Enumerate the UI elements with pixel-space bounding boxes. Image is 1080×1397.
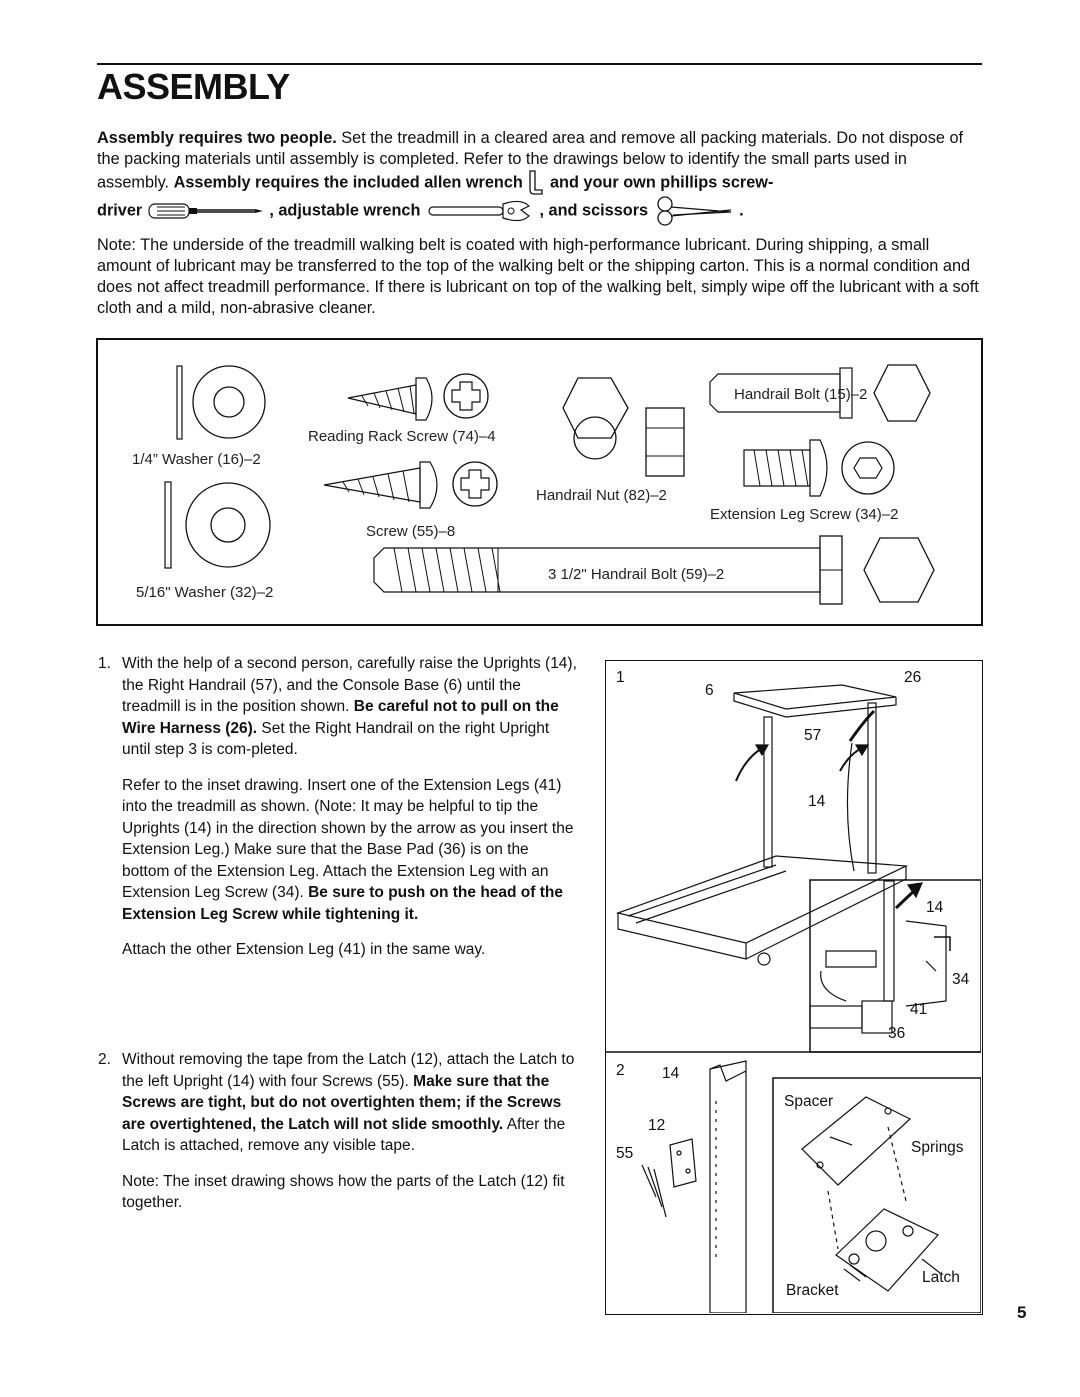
step-1-text-a: With the help of a second person, carefully raise the Uprights (14), the Right Handrail (57), and the Console Base (6) until the treadmill is in the position shown. [122, 655, 577, 715]
label-handrail-nut: Handrail Nut (82)–2 [536, 487, 667, 504]
figure-1-label-6: 6 [705, 682, 714, 699]
scissors-icon [653, 196, 735, 226]
intro-bold-adj-wrench: , adjustable wrench [269, 201, 421, 220]
step-1-para2: Refer to the inset drawing. Insert one of the Extension Legs (41) into the treadmill as shown. (Note: It may be helpful to tip the Uprights (14) in the direction shown by the arrow as you insert the Extension Leg.) Make sure that the Base Pad (36) is on the bottom of the Extension Leg. Attach the Extension Leg with an Extension Leg Screw (34). [122, 776, 574, 901]
step-1 [98, 653, 577, 961]
label-extension-leg-screw: Extension Leg Screw (34)–2 [710, 506, 899, 523]
intro-end: . [739, 201, 744, 220]
figure-box [605, 660, 983, 1315]
figure-1-label-36: 36 [888, 1025, 906, 1042]
page-number: 5 [1017, 1303, 1027, 1322]
phillips-screwdriver-icon [147, 202, 265, 220]
intro-bold-phillips: and your own phillips screw- [549, 173, 774, 192]
label-reading-rack-screw: Reading Rack Screw (74)–4 [308, 428, 496, 445]
adjustable-wrench-icon [425, 198, 535, 224]
figure-1-label-41: 41 [910, 1001, 928, 1018]
step-1-para3: Attach the other Extension Leg (41) in the same way. [122, 941, 486, 958]
figure-2-label-14: 14 [662, 1065, 680, 1082]
label-screw-55: Screw (55)–8 [366, 523, 456, 540]
label-handrail-bolt-15: Handrail Bolt (15)–2 [734, 386, 868, 403]
label-handrail-bolt-59: 3 1/2" Handrail Bolt (59)–2 [548, 566, 725, 583]
intro-bold-two-people: Assembly requires two people. [97, 129, 337, 147]
step-2-bold: Make sure that the Screws are tight, but do not overtighten them; if the Screws are overtightened, the Latch will not slide smoothly. [122, 1072, 562, 1133]
figure-drawing [606, 661, 981, 1313]
figure-1-label-14b: 14 [926, 899, 944, 916]
label-washer-516: 5/16" Washer (32)–2 [136, 584, 274, 601]
screw-55-icon [324, 462, 497, 508]
figure-1-step: 1 [616, 669, 625, 686]
step-2-text-b: After the Latch is attached, remove any visible tape. [122, 1115, 566, 1154]
step-1-bold: Be careful not to pull on the Wire Harness (26). [122, 698, 559, 737]
treadmill-drawing [618, 685, 950, 1033]
parts-box [96, 338, 983, 626]
intro-bold-driver: driver [97, 201, 143, 220]
step-1-text-b: Set the Right Handrail on the right Upright until step 3 is com-pleted. [122, 719, 550, 758]
parts-drawing [98, 340, 981, 624]
step-2-para2: Note: The inset drawing shows how the parts of the Latch (12) fit together. [122, 1172, 565, 1211]
figure-1-label-57: 57 [804, 727, 822, 744]
step-1-para2-bold: Be sure to push on the head of the Extension Leg Screw while tightening it. [122, 884, 563, 923]
label-washer-quarter: 1/4” Washer (16)–2 [132, 451, 261, 468]
figure-2-label-bracket: Bracket [786, 1282, 839, 1299]
figure-2-step: 2 [616, 1062, 625, 1079]
lubricant-note: Note: The underside of the treadmill walking belt is coated with high-performance lubricant. During shipping, a small amount of lubricant may be transferred to the top of the walking belt or the shipping carton. This is a normal condition and does not affect treadmill performance. If there is lubricant on top of the walking belt, simply wipe off the lubricant with a soft cloth and a mild, non-abrasive cleaner. [97, 236, 979, 317]
step-2-number: 2. [98, 1051, 111, 1068]
step-1-number: 1. [98, 655, 111, 672]
step-2 [98, 1049, 577, 1214]
figure-1-label-14a: 14 [808, 793, 826, 810]
intro-bold-scissors: , and scissors [539, 201, 649, 220]
intro-text: Set the treadmill in a cleared area and remove all packing materials. Do not dispose of the packing materials until assembly is completed. Refer to the drawings below to identify the small parts used in assembly. [97, 129, 964, 192]
intro-paragraph [97, 128, 982, 226]
figure-2-label-springs: Springs [911, 1139, 964, 1156]
title-rule [97, 63, 982, 65]
handrail-nut-icon [563, 378, 684, 476]
allen-wrench-icon [527, 170, 545, 196]
figure-2-label-latch: Latch [922, 1269, 960, 1286]
figure-1-label-34: 34 [952, 971, 970, 988]
figure-2-label-spacer: Spacer [784, 1093, 834, 1110]
figure-2-label-55: 55 [616, 1145, 634, 1162]
figure-1-label-26: 26 [904, 669, 922, 686]
washer-quarter-icon [177, 366, 265, 439]
page-title: ASSEMBLY [97, 66, 290, 107]
extension-leg-screw-icon [744, 440, 894, 496]
intro-bold-allen: Assembly requires the included allen wrench [173, 173, 523, 192]
figure-2-label-12: 12 [648, 1117, 666, 1134]
washer-516-icon [165, 482, 270, 568]
step-2-text-a: Without removing the tape from the Latch (12), attach the Latch to the left Upright (14) with four Screws (55). [122, 1051, 575, 1090]
reading-rack-screw-icon [348, 374, 488, 420]
